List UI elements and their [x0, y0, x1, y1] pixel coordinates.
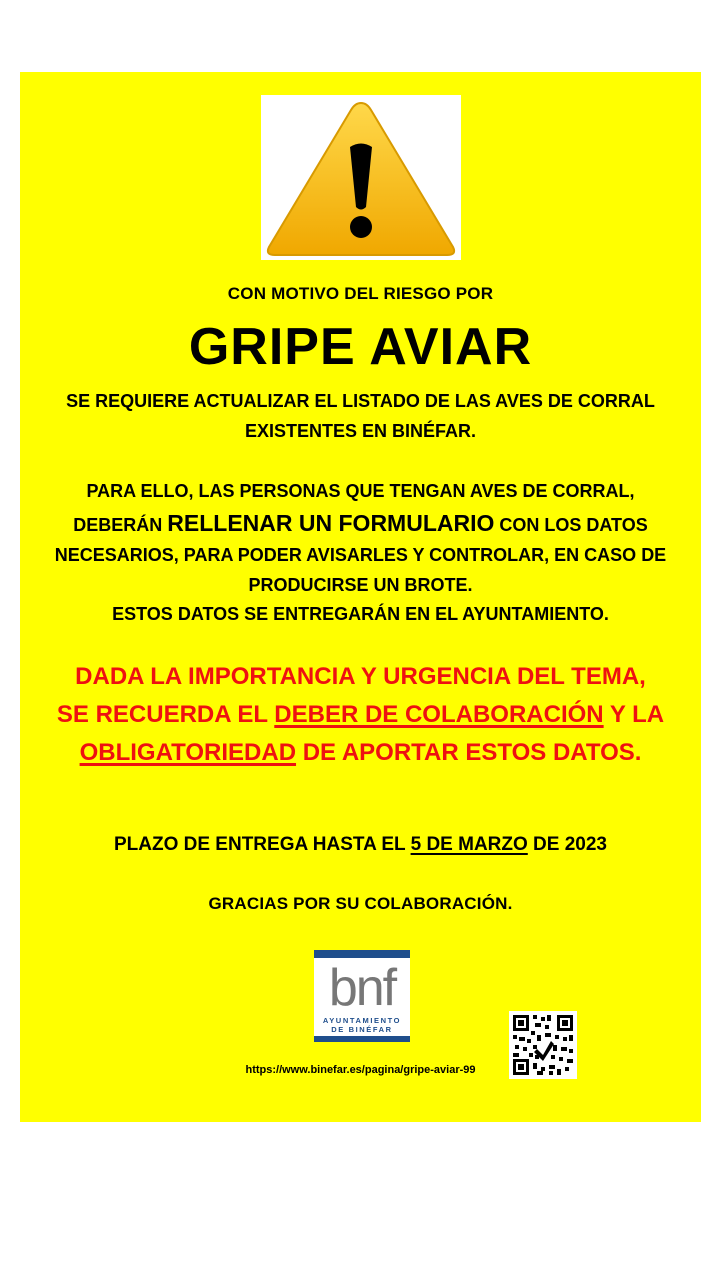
- alert-line-1: DADA LA IMPORTANCIA Y URGENCIA DEL TEMA,: [75, 663, 646, 690]
- deadline-date: 5 DE MARZO: [410, 834, 528, 855]
- warning-image: [261, 95, 461, 260]
- alert-line-2-pre: SE RECUERDA EL: [56, 701, 275, 728]
- municipality-logo: [314, 950, 410, 1042]
- alert-line-3: [20, 734, 701, 772]
- form-emphasis: RELLENAR UN FORMULARIO: [167, 510, 495, 536]
- alert-line-3-post: DE APORTAR ESTOS DATOS.: [296, 739, 642, 766]
- page-title: GRIPE AVIAR: [188, 318, 533, 376]
- body-line-4: [20, 508, 701, 541]
- logo-subtitle-2: DE BINÉFAR: [331, 1025, 393, 1034]
- warning-triangle-icon: [261, 95, 461, 260]
- deadline-pre: PLAZO DE ENTREGA HASTA EL: [113, 834, 411, 855]
- alert-line-2-post: Y LA: [603, 701, 665, 728]
- body-line-1: SE REQUIERE ACTUALIZAR EL LISTADO DE LAS AVES DE CORRAL: [66, 391, 655, 411]
- deadline-text: [20, 834, 701, 856]
- body-line-4-post: CON LOS DATOS: [494, 515, 648, 535]
- body-line-7: ESTOS DATOS SE ENTREGARÁN EN EL AYUNTAMIENTO.: [112, 604, 609, 624]
- info-url[interactable]: https://www.binefar.es/pagina/gripe-aviar-99: [245, 1064, 476, 1076]
- body-line-2: EXISTENTES EN BINÉFAR.: [244, 421, 477, 441]
- logo-text: bnf: [328, 959, 396, 1017]
- body-line-3: PARA ELLO, LAS PERSONAS QUE TENGAN AVES DE CORRAL,: [86, 481, 635, 501]
- logo-bottom-bar: [314, 1036, 410, 1042]
- body-line-5: NECESARIOS, PARA PODER AVISARLES Y CONTROLAR, EN CASO DE: [54, 545, 667, 565]
- alert-line-2: [20, 696, 701, 734]
- body-line-6: PRODUCIRSE UN BROTE.: [248, 575, 473, 595]
- logo-top-bar: [314, 950, 410, 958]
- body-line-4-pre: DEBERÁN: [73, 515, 168, 535]
- thanks-text: GRACIAS POR SU COLABORACIÓN.: [208, 894, 513, 913]
- intro-text: CON MOTIVO DEL RIESGO POR: [227, 284, 494, 303]
- duty-emphasis: DEBER DE COLABORACIÓN: [274, 701, 604, 728]
- logo-subtitle-1: AYUNTAMIENTO: [322, 1016, 402, 1025]
- poster: [20, 72, 701, 1122]
- deadline-post: DE 2023: [527, 834, 608, 855]
- obligation-emphasis: OBLIGATORIEDAD: [79, 739, 297, 766]
